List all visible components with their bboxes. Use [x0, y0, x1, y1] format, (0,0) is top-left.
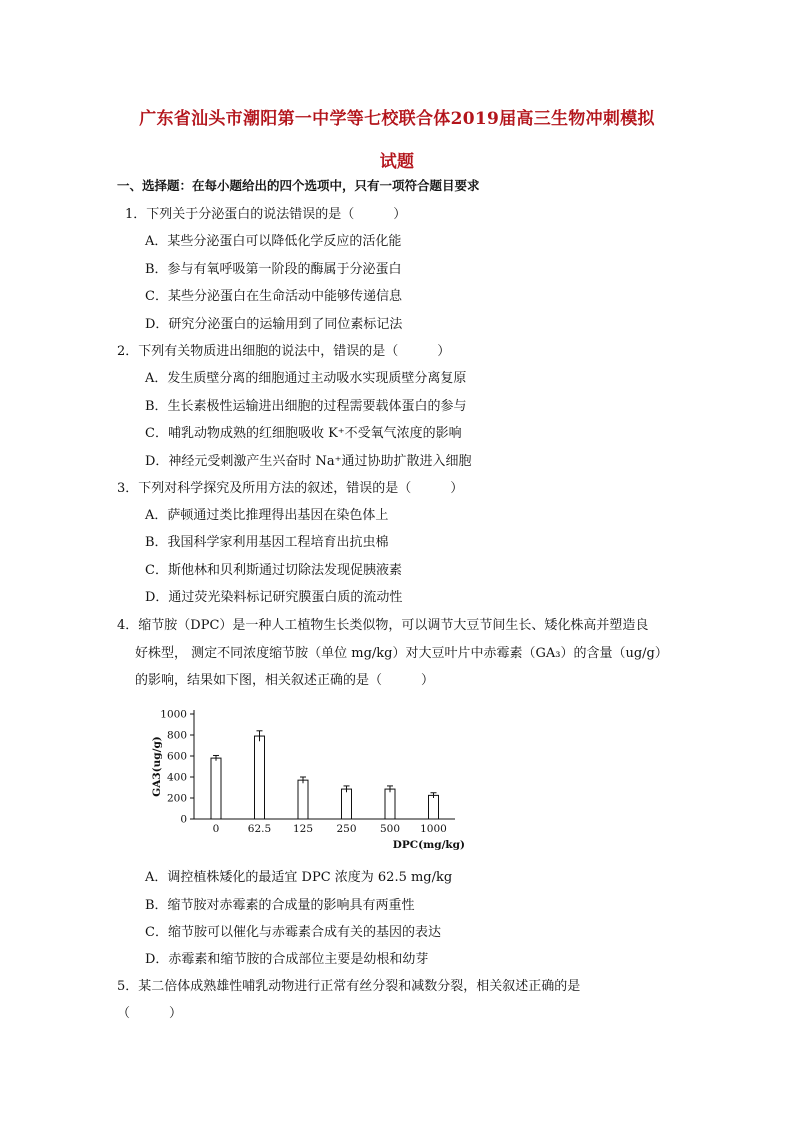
question-1-stem: 1．下列关于分泌蛋白的说法错误的是（ ） — [125, 207, 407, 222]
x-tick-label: 500 — [379, 823, 401, 835]
question-3-option-a: A．萨顿通过类比推理得出基因在染色体上 — [145, 508, 389, 523]
document-title-line2: 试题 — [379, 152, 415, 172]
x-axis-label: DPC(mg/kg) — [392, 839, 465, 851]
x-tick-label: 1000 — [420, 823, 447, 835]
question-3-option-d: D．通过荧光染料标记研究膜蛋白质的流动性 — [145, 590, 403, 605]
document-title: 广东省汕头市潮阳第一中学等七校联合体2019届高三生物冲刺模拟 — [139, 109, 655, 129]
x-tick-label: 250 — [336, 823, 357, 835]
y-axis-label: GA3(ug/g) — [151, 736, 163, 797]
y-tick-label: 800 — [166, 729, 187, 742]
y-tick-label: 1000 — [160, 708, 187, 721]
section-heading: 一、选择题：在每小题给出的四个选项中，只有一项符合题目要求 — [117, 178, 480, 193]
y-tick-label: 400 — [166, 771, 187, 784]
question-3-stem: 3．下列对科学探究及所用方法的叙述，错误的是（ ） — [117, 481, 464, 496]
x-tick-label: 125 — [292, 823, 314, 835]
bar-62.5 — [255, 736, 265, 819]
bar-1000 — [429, 795, 439, 819]
question-4-option-a: A．调控植株矮化的最适宜 DPC 浓度为 62.5 mg/kg — [145, 870, 453, 885]
question-2-option-a: A．发生质壁分离的细胞通过主动吸水实现质壁分离复原 — [145, 371, 467, 386]
gibberellin-bar-chart — [140, 700, 480, 860]
question-5-stem: 5．某二倍体成熟雄性哺乳动物进行正常有丝分裂和减数分裂，相关叙述正确的是 — [117, 979, 581, 994]
question-2-stem: 2．下列有关物质进出细胞的说法中，错误的是（ ） — [117, 344, 451, 359]
x-tick-label: 0 — [212, 823, 220, 835]
question-1-option-c: C．某些分泌蛋白在生命活动中能够传递信息 — [145, 289, 402, 304]
question-1-option-a: A．某些分泌蛋白可以降低化学反应的活化能 — [145, 234, 402, 249]
question-4-option-b: B．缩节胺对赤霉素的合成量的影响具有两重性 — [145, 898, 415, 913]
question-2-option-d: D．神经元受刺激产生兴奋时 Na⁺通过协助扩散进入细胞 — [145, 454, 472, 469]
y-tick-label: 600 — [166, 750, 187, 763]
bar-500 — [385, 789, 395, 819]
question-1-option-d: D．研究分泌蛋白的运输用到了同位素标记法 — [145, 317, 403, 332]
question-4-stem-line3: 的影响，结果如下图，相关叙述正确的是（ ） — [135, 673, 435, 688]
question-5-blank: （ ） — [117, 1006, 183, 1021]
question-4-option-c: C．缩节胺可以催化与赤霉素合成有关的基因的表达 — [145, 925, 441, 940]
y-tick-label: 0 — [180, 813, 187, 826]
question-4-stem-line2: 好株型， 测定不同浓度缩节胺（单位 mg/kg）对大豆叶片中赤霉素（GA₃）的含量（ug/g） — [135, 646, 668, 661]
y-tick-label: 200 — [166, 792, 187, 805]
question-2-option-b: B．生长素极性运输进出细胞的过程需要载体蛋白的参与 — [145, 399, 467, 414]
question-1-option-b: B．参与有氧呼吸第一阶段的酶属于分泌蛋白 — [145, 262, 402, 277]
bar-250 — [342, 789, 352, 819]
question-2-option-c: C．哺乳动物成熟的红细胞吸收 K⁺不受氧气浓度的影响 — [145, 426, 462, 441]
bar-125 — [298, 780, 308, 819]
x-tick-label: 62.5 — [247, 823, 272, 835]
question-3-option-c: C．斯他林和贝利斯通过切除法发现促胰液素 — [145, 563, 402, 578]
question-4-option-d: D．赤霉素和缩节胺的合成部位主要是幼根和幼芽 — [145, 952, 429, 967]
question-3-option-b: B．我国科学家利用基因工程培育出抗虫棉 — [145, 535, 389, 550]
question-4-stem-line1: 4．缩节胺（DPC）是一种人工植物生长类似物，可以调节大豆节间生长、矮化株高并塑造良 — [117, 618, 649, 633]
bar-0 — [211, 758, 221, 819]
